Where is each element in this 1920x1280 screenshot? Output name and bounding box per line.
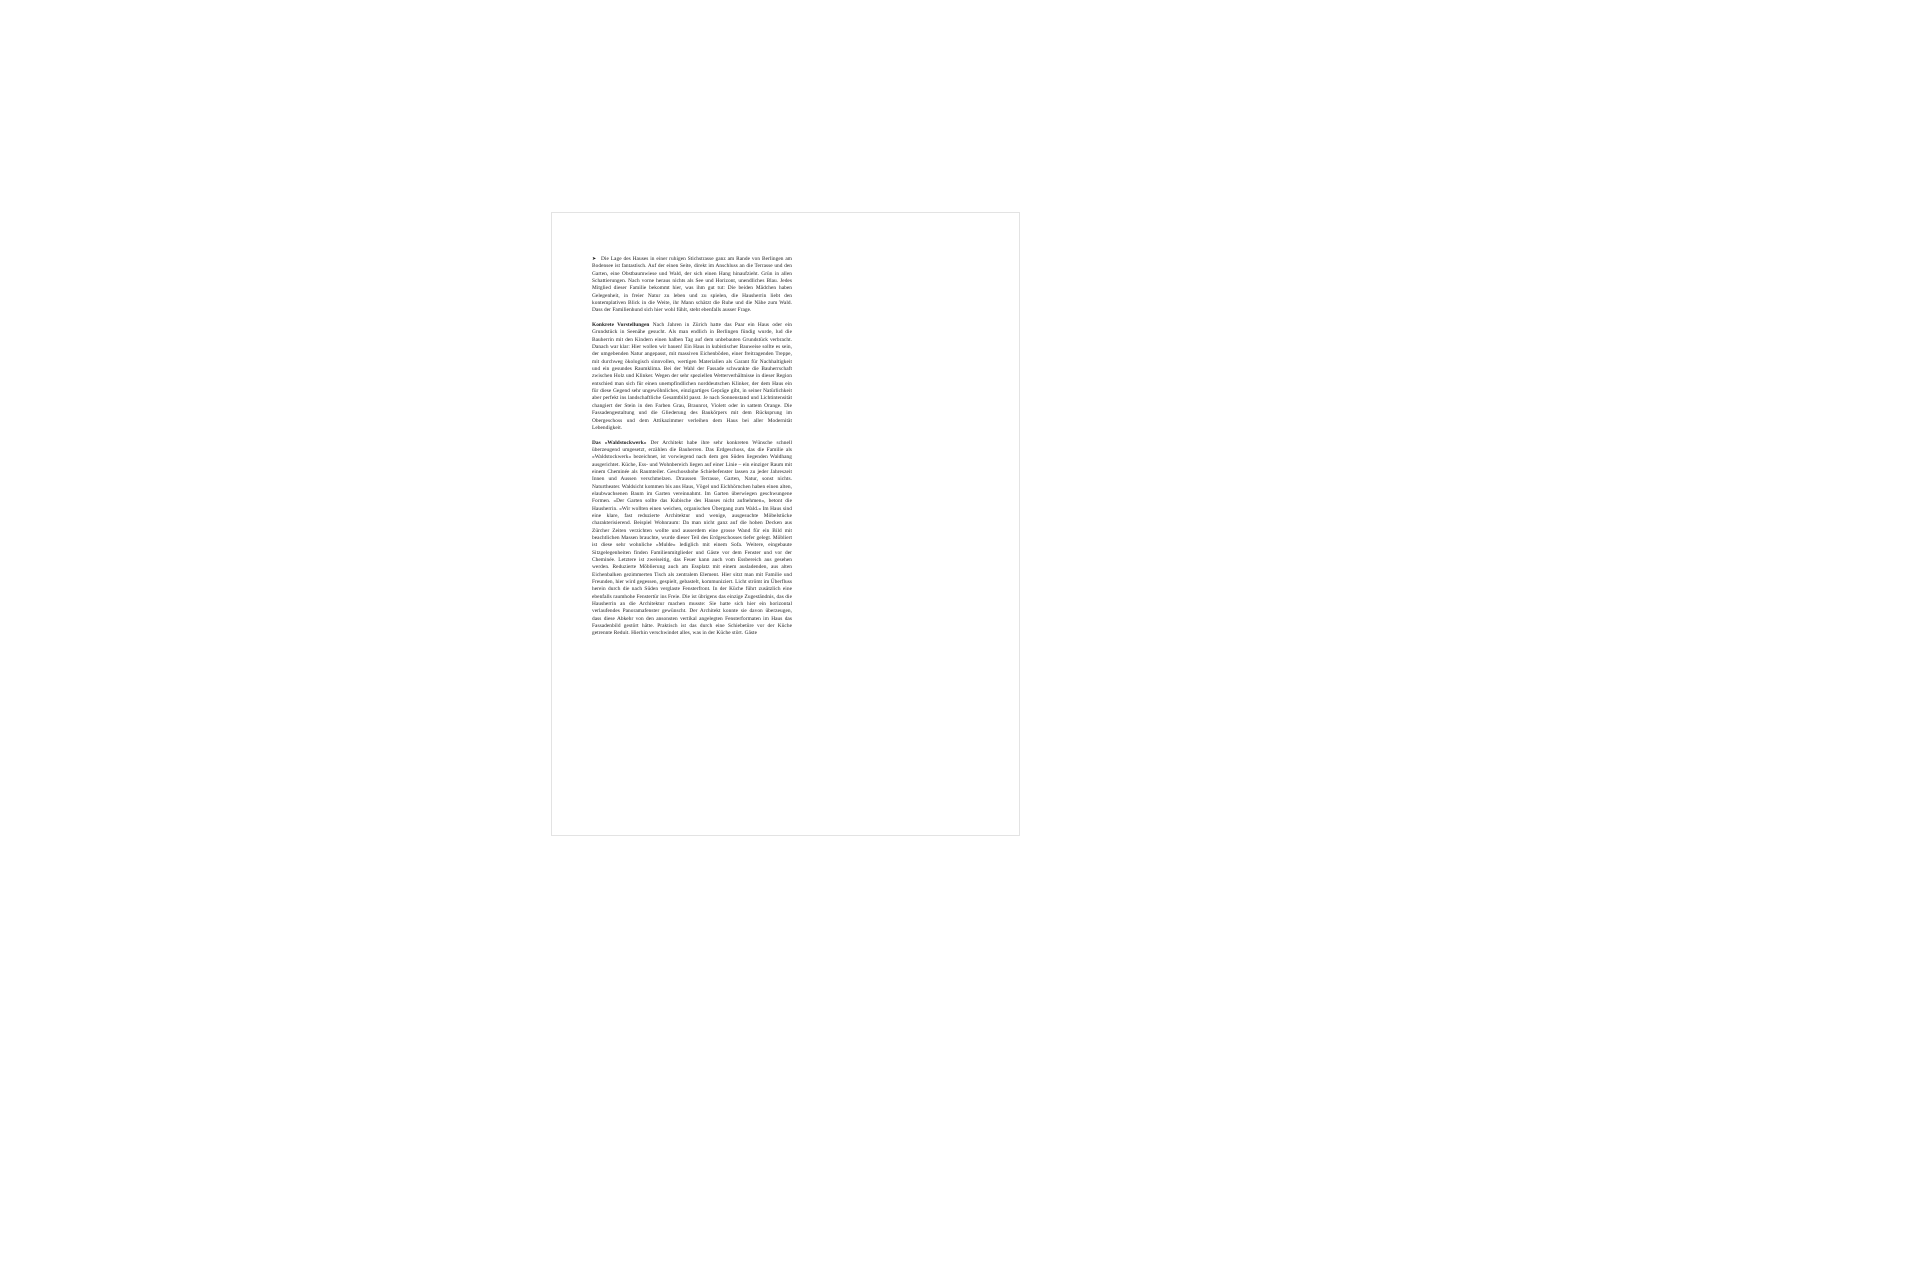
paragraph-waldstockwerk-text: Der Architekt habe ihre sehr konkreten Wünsche schnell überzeugend umgesetzt, erzählen die Bauherren. Das Erdgeschoss, das die Familie als «Waldstockwerk» bezeichnet, ist vorwiegend nach dem gen Süden liegenden Waldhang ausgerichtet. Küche, Ess- und Wohnbereich liegen auf einer Linie – ein einziger Raum mit einem Cheminée als Raumteiler. Geschosshohe Schiebefenster lassen zu jeder Jahreszeit Innen und Aussen verschmelzen. Draussen Terrasse, Garten, Natur, sonst nichts. Naturtheater. Waldsicht kommen bis ans Haus, Vögel und Eichhörnchen haben einen alten, elaubwachsenen Baum im Garten vereinnahmt. Im Garten überwiegen geschwungene Formen. «Der Garten sollte das Kubische des Hauses nicht aufnehmen», betont die Hausherrin. «Wir wollten einen weichen, organischen Übergang zum Wald.» Im Haus sind eine klare, fast reduzierte Architektur und wenige, ausgesuchte Möbelstücke charakterisierend. Beispiel Wohnraum: Da man nicht ganz auf die hohen Decken aus Zürcher Zeiten verzichten wollte und ausserdem eine grosse Wand für ein Bild mit beachtlichen Massen brauchte, wurde dieser Teil des Erdgeschosses tiefer gelegt. Möbliert ist diese sehr wohnliche «Mulde» lediglich mit einem Sofa. Weitere, eingebaute Sitzgelegenheiten finden Familienmitglieder und Gäste vor dem Fenster und vor der Cheminée. Letztere ist zweiseitig, das Feuer kann auch vom Essbereich aus gesehen werden. Reduzierte Möblierung auch am Essplatz mit einem ausladenden, aus alten Eichenbalken gezimmerten Tisch als zentralem Element. Hier sitzt man mit Familie und Freunden, hier wird gegessen, gespielt, gebastelt, kommuniziert. Licht strömt im Überfluss herein durch die nach Süden verglaste Fensterfront. In der Küche führt zusätzlich eine ebenfalls raumhohe Fenstertür ins Freie. Die ist übrigens das einzige Zugeständnis, das die Hausherrin an die Architektur machen musste: Sie hatte sich hier ein horizontal verlaufendes Panoramafenster gewünscht. Der Architekt konnte sie davon überzeugen, dass diese Abkehr von den ansonsten vertikal angelegten Fensterformaten im Haus das Fassadenbild gestört hätte. Praktisch ist das durch eine Schiebetüre vor der Küche getrennte Reduit. Hierhin verschwindet alles, was in der Küche stört. Gäste — [592, 439, 793, 637]
paragraph-intro — [592, 256, 792, 315]
arrow-marker-icon: ➤ — [592, 257, 597, 262]
paragraph-intro-text: Die Lage des Hauses in einer ruhigen Stichstrasse ganz am Rande von Berlingen am Bodensee ist fantastisch. Auf der einen Seite, direkt im Anschluss an die Terrasse und den Garten, eine Obstbaumwiese und Wald, der sich einen Hang hinaufzieht. Grün in allen Schattierungen. Nach vorne heraus nichts als See und Horizont, unendliches Blau. Jedes Mitglied dieser Familie bekommt hier, was ihm gut tut: Die beiden Mädchen haben Gelegenheit, in freier Natur zu leben und zu spielen, die Hausherrin liebt den kontemplativen Blick in die Weite, ihr Mann schätzt die Ruhe und die Nähe zum Wald. Dass der Familienhund sich hier wohl fühlt, steht ebenfalls ausser Frage. — [592, 256, 792, 314]
paragraph-konkrete-vorstellungen — [592, 322, 792, 432]
document-page — [551, 212, 1020, 836]
paragraph-waldstockwerk-lead: Das «Waldstockwerk» — [592, 439, 647, 446]
paragraph-konkrete-vorstellungen-lead: Konkrete Vorstellungen — [592, 322, 650, 329]
paragraph-waldstockwerk — [592, 440, 792, 638]
text-column — [592, 256, 792, 638]
paragraph-konkrete-vorstellungen-text: Nach Jahren in Zürich hatte das Paar ein Haus oder ein Grundstück in Seenähe gesucht. Als man endlich in Berlingen fündig wurde, lud die Bauherrin mit den Kindern einen halben Tag auf dem unbebauten Grundstück verbracht. Danach war klar: Hier wollen wir bauen! Ein Haus in kubistischer Bauweise sollte es sein, der umgebenden Natur angepasst, mit massiven Eichenböden, einer freitragenden Treppe, mit durchweg ökologisch sinnvollen, wertigen Materialien als Garant für Nachhaltigkeit und ein gesundes Raumklima. Bei der Wahl der Fassade schwankte die Bauherrschaft zwischen Holz und Klinker. Wegen der sehr speziellen Wetterverhältnisse in dieser Region entschied man sich für einen unempfindlichen norddeutschen Klinker, der dem Haus ein für diese Gegend sehr ungewöhnliches, einzigartiges Gepräge gibt, in seiner Natürlichkeit aber perfekt ins landschaftliche Gesamtbild passt. Je nach Sonnenstand und Lichtintensität changiert der Stein in den Farben Grau, Braunrot, Violett oder in sattem Orange. Die Fassadengestaltung und die Gliederung des Baukörpers mit dem Rücksprung im Obergeschoss und dem Attikazimmer verleihen dem Haus bei aller Modernität Lebendigkeit. — [592, 322, 792, 431]
